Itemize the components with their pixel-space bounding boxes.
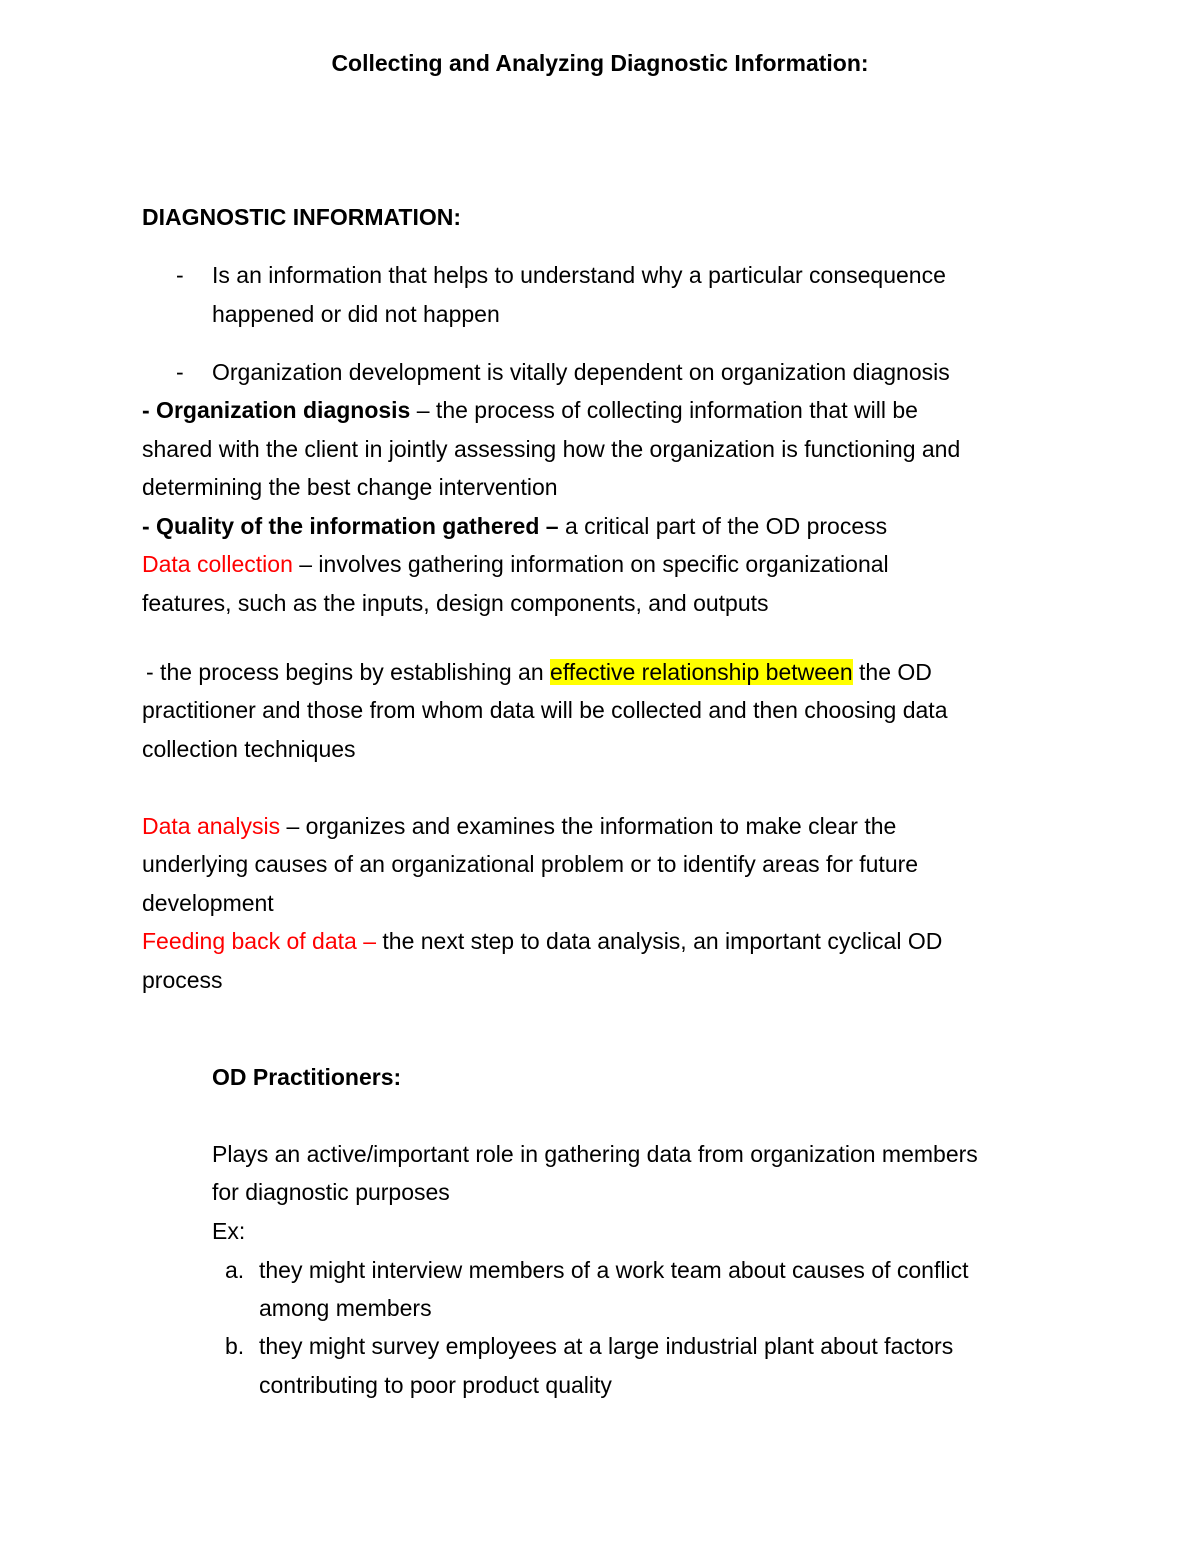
example-b-line-1: they might survey employees at a large industrial plant about factors xyxy=(259,1333,954,1359)
feeding-back-term: Feeding back of data – xyxy=(142,928,376,954)
org-diagnosis-line-3: determining the best change intervention xyxy=(142,474,558,500)
org-diagnosis-definition: – the process of collecting information that will be xyxy=(410,397,918,423)
process-line-3: collection techniques xyxy=(142,736,356,762)
highlighted-phrase: effective relationship between xyxy=(550,659,853,685)
feeding-back-definition: the next step to data analysis, an important cyclical OD xyxy=(376,928,943,954)
data-analysis-line-2: underlying causes of an organizational problem or to identify areas for future xyxy=(142,851,919,877)
list-marker: b. xyxy=(225,1333,245,1359)
data-analysis-line-1 xyxy=(142,807,896,845)
process-text-pre: - the process begins by establishing an xyxy=(146,659,551,685)
org-diagnosis-line-2: shared with the client in jointly assessing how the organization is functioning and xyxy=(142,436,961,462)
feeding-back-line-1 xyxy=(142,922,942,960)
org-diagnosis-line-1 xyxy=(142,391,918,429)
quality-definition: a critical part of the OD process xyxy=(558,513,888,539)
process-text-post: the OD xyxy=(852,659,932,685)
example-label: Ex: xyxy=(212,1218,246,1244)
bullet-marker: - xyxy=(176,262,184,288)
data-collection-definition: – involves gathering information on specific organizational xyxy=(292,551,889,577)
example-a-line-1: they might interview members of a work team about causes of conflict xyxy=(259,1257,969,1283)
bullet-marker: - xyxy=(176,359,184,385)
quality-line xyxy=(142,507,887,545)
od-practitioners-heading: OD Practitioners: xyxy=(212,1064,402,1090)
process-line-2: practitioner and those from whom data will be collected and then choosing data xyxy=(142,697,948,723)
data-analysis-definition: – organizes and examines the information to make clear the xyxy=(280,813,897,839)
data-analysis-line-3: development xyxy=(142,890,274,916)
bullet-1-line-1: Is an information that helps to understand why a particular consequence xyxy=(212,262,946,288)
data-analysis-term: Data analysis xyxy=(142,813,281,839)
data-collection-term: Data collection xyxy=(142,551,293,577)
section-heading: DIAGNOSTIC INFORMATION: xyxy=(142,204,461,230)
example-a-line-2: among members xyxy=(259,1295,432,1321)
bullet-2: Organization development is vitally dependent on organization diagnosis xyxy=(212,359,950,385)
od-practitioners-line-2: for diagnostic purposes xyxy=(212,1179,450,1205)
org-diagnosis-term: - Organization diagnosis xyxy=(142,397,411,423)
process-line-1 xyxy=(146,653,932,691)
bullet-1-line-2: happened or did not happen xyxy=(212,301,500,327)
list-marker: a. xyxy=(225,1257,245,1283)
od-practitioners-line-1: Plays an active/important role in gathering data from organization members xyxy=(212,1141,978,1167)
data-collection-line-2: features, such as the inputs, design components, and outputs xyxy=(142,590,769,616)
quality-term: - Quality of the information gathered – xyxy=(142,513,559,539)
data-collection-line-1 xyxy=(142,545,889,583)
page-title: Collecting and Analyzing Diagnostic Information: xyxy=(331,50,869,76)
feeding-back-line-2: process xyxy=(142,967,223,993)
example-b-line-2: contributing to poor product quality xyxy=(259,1372,612,1398)
